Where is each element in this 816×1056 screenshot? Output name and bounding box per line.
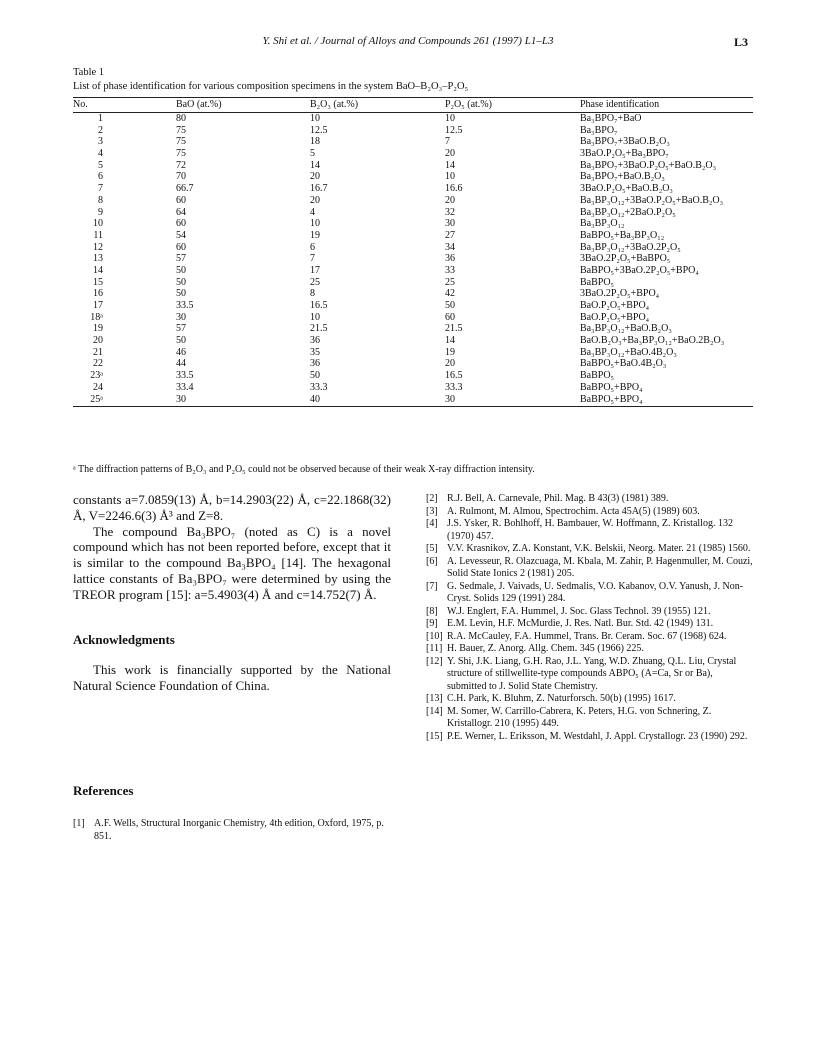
cell-p2o5: 33.3	[445, 381, 463, 393]
table-body	[73, 113, 753, 405]
reference-item	[426, 606, 754, 619]
table-label: Table 1	[73, 67, 105, 78]
cell-b2o3: 12.5	[310, 124, 328, 136]
reference-number: [7]	[426, 580, 438, 592]
cell-no: 13	[93, 253, 103, 265]
cell-phase: Ba₃BPO₇+BaO	[580, 113, 642, 124]
reference-item	[426, 556, 754, 581]
cell-p2o5: 27	[445, 229, 455, 241]
cell-p2o5: 32	[445, 206, 455, 218]
reference-number: [10]	[426, 630, 443, 642]
col-header-p2o5: P₂O₅ (at.%)	[445, 99, 492, 110]
cell-b2o3: 4	[310, 206, 315, 218]
cell-no: 1	[98, 113, 103, 124]
col-header-bao: BaO (at.%)	[176, 99, 222, 110]
references-right	[426, 493, 754, 743]
reference-number: [15]	[426, 730, 443, 742]
table-row	[73, 347, 753, 359]
reference-item	[426, 631, 754, 644]
cell-phase: BaBPO₅+BPO₄	[580, 393, 643, 405]
table-row	[73, 277, 753, 289]
reference-number: [14]	[426, 705, 443, 717]
cell-b2o3: 10	[310, 311, 320, 323]
cell-no: 15	[93, 276, 103, 288]
table-row	[73, 218, 753, 230]
cell-bao: 50	[176, 264, 186, 276]
reference-item	[73, 818, 391, 843]
lattice-constants-paragraph: constants a=7.0859(13) Å, b=14.2903(22) Å, c=22.1868(32) Å, V=2246.6(3) Å³ and Z=8.	[73, 492, 391, 523]
cell-p2o5: 12.5	[445, 124, 463, 136]
cell-no: 2	[98, 124, 103, 136]
page-number: L3	[733, 35, 748, 49]
cell-b2o3: 6	[310, 241, 315, 253]
cell-no: 21	[93, 346, 103, 358]
col-header-b2o3: B₂O₃ (at.%)	[310, 99, 359, 110]
cell-no: 5	[98, 159, 103, 171]
reference-item	[426, 581, 754, 606]
cell-bao: 75	[176, 148, 186, 160]
reference-number: [4]	[426, 518, 438, 529]
table-header-row	[73, 97, 753, 113]
cell-p2o5: 21.5	[445, 323, 463, 335]
cell-p2o5: 30	[445, 393, 455, 405]
reference-text: H. Bauer, Z. Anorg. Allg. Chem. 345 (1966) 225.	[447, 643, 644, 654]
cell-p2o5: 7	[445, 136, 450, 148]
cell-phase: Ba₃BPO₇+BaO.B₂O₃	[580, 171, 665, 183]
reference-text: A.F. Wells, Structural Inorganic Chemistry, 4th edition, Oxford, 1975, p. 851.	[94, 818, 384, 842]
reference-number: [3]	[426, 505, 438, 517]
cell-b2o3: 10	[310, 218, 320, 230]
reference-number: [12]	[426, 655, 443, 667]
table-row	[73, 113, 753, 125]
cell-bao: 66.7	[176, 183, 194, 195]
cell-p2o5: 60	[445, 311, 455, 323]
cell-bao: 57	[176, 253, 186, 265]
table-row	[73, 207, 753, 219]
cell-phase: BaO.P₂O₅+BPO₄	[580, 311, 650, 323]
cell-phase: Ba₃BPO₇	[580, 124, 618, 136]
cell-p2o5: 25	[445, 276, 455, 288]
cell-b2o3: 16.7	[310, 183, 328, 195]
table-row	[73, 335, 753, 347]
cell-no: 20	[93, 335, 103, 347]
table-row	[73, 288, 753, 300]
cell-bao: 46	[176, 346, 186, 358]
reference-text: A. Rulmont, M. Almou, Spectrochim. Acta 45A(5) (1989) 603.	[447, 505, 700, 517]
cell-phase: Ba₃BP₃O₁₂+3BaO.P₂O₅+BaO.B₂O₃	[580, 194, 724, 206]
cell-no: 24	[93, 381, 103, 393]
reference-text: C.H. Park, K. Bluhm, Z. Naturforsch. 50(b) (1995) 1617.	[447, 693, 676, 704]
reference-text: W.J. Englert, F.A. Hummel, J. Soc. Glass Technol. 39 (1955) 121.	[447, 605, 711, 617]
table-row	[73, 253, 753, 265]
cell-bao: 70	[176, 171, 186, 183]
cell-no: 11	[93, 229, 103, 241]
cell-phase: BaBPO₅	[580, 370, 615, 382]
cell-p2o5: 42	[445, 288, 455, 300]
cell-b2o3: 8	[310, 288, 315, 300]
cell-bao: 64	[176, 206, 186, 218]
col-header-phase: Phase identification	[580, 99, 660, 110]
cell-b2o3: 7	[310, 253, 315, 265]
reference-item	[426, 518, 754, 543]
cell-b2o3: 21.5	[310, 323, 328, 335]
cell-phase: BaBPO₅+BaO.4B₂O₃	[580, 358, 667, 370]
table-row	[73, 323, 753, 335]
journal-citation: Y. Shi et al. / Journal of Alloys and Compounds 261 (1997) L1–L3	[262, 35, 554, 47]
table-footnote: ᵃ The diffraction patterns of B₂O₃ and P₂O₅ could not be observed because of their weak X-ray diffraction intensity.	[73, 464, 535, 475]
reference-number: [5]	[426, 543, 438, 554]
table-row	[73, 382, 753, 394]
cell-phase: BaBPO₅+3BaO.2P₂O₅+BPO₄	[580, 264, 699, 276]
cell-bao: 30	[176, 311, 186, 323]
reference-number: [13]	[426, 693, 443, 704]
reference-text: J.S. Ysker, R. Bohlhoff, H. Bambauer, W. Hoffmann, Z. Kristallog. 132 (1970) 457.	[447, 518, 733, 542]
reference-text: G. Sedmale, J. Vaivads, U. Sedmalis, V.O. Kabanov, O.V. Yanush, J. Non-Cryst. Solids 129 (1991) 284.	[447, 580, 744, 604]
cell-bao: 30	[176, 393, 186, 405]
cell-p2o5: 20	[445, 148, 455, 160]
reference-text: Y. Shi, J.K. Liang, G.H. Rao, J.L. Yang, W.D. Zhuang, Q.L. Liu, Crystal structure of stillwellite-type compounds ABPO₅ (A=Ca, Sr or Ba), submitted to J. Solid State Chemistry.	[447, 655, 737, 692]
reference-item	[426, 643, 754, 656]
cell-phase: Ba₃BPO₇+3BaO.P₂O₅+BaO.B₂O₃	[580, 159, 717, 171]
reference-number: [2]	[426, 493, 438, 504]
reference-text: M. Somer, W. Carrillo-Cabrera, K. Peters, H.G. von Schnering, Z. Kristallogr. 210 (1995) 449.	[447, 705, 712, 729]
table-row	[73, 265, 753, 277]
cell-b2o3: 16.5	[310, 300, 328, 311]
cell-phase: Ba₃BPO₇+3BaO.B₂O₃	[580, 136, 670, 148]
cell-phase: BaBPO₅	[580, 276, 615, 288]
cell-phase: BaBPO₅+Ba₃BP₃O₁₂	[580, 229, 665, 241]
cell-bao: 54	[176, 229, 186, 241]
cell-p2o5: 16.5	[445, 370, 463, 382]
running-header	[0, 35, 816, 51]
table-row	[73, 300, 753, 312]
cell-no: 22	[93, 358, 103, 370]
reference-text: V.V. Krasnikov, Z.A. Konstant, V.K. Belskii, Neorg. Mater. 21 (1985) 1560.	[447, 543, 751, 554]
reference-item	[426, 506, 754, 519]
table-row	[73, 125, 753, 137]
cell-no: 9	[98, 206, 103, 218]
acknowledgments-text: This work is financially supported by the National Natural Science Foundation of China.	[73, 662, 391, 693]
cell-b2o3: 20	[310, 171, 320, 183]
reference-item	[426, 693, 754, 706]
reference-item	[426, 543, 754, 556]
cell-phase: BaO.P₂O₅+BPO₄	[580, 300, 650, 311]
cell-bao: 50	[176, 288, 186, 300]
reference-number: [11]	[426, 643, 443, 654]
cell-phase: Ba₃BP₃O₁₂+3BaO.2P₂O₅	[580, 241, 681, 253]
cell-p2o5: 14	[445, 159, 455, 171]
cell-p2o5: 10	[445, 113, 455, 124]
table-row	[73, 242, 753, 254]
cell-no: 10	[93, 218, 103, 230]
cell-no: 18ᵃ	[90, 311, 103, 323]
reference-text: R.J. Bell, A. Carnevale, Phil. Mag. B 43(3) (1981) 389.	[447, 493, 669, 504]
body-text-left	[73, 492, 391, 603]
cell-bao: 44	[176, 358, 186, 370]
cell-bao: 60	[176, 218, 186, 230]
table-row	[73, 195, 753, 207]
cell-phase: 3BaO.P₂O₅+Ba₃BPO₇	[580, 148, 669, 160]
cell-phase: BaO.B₂O₃+Ba₃BP₃O₁₂+BaO.2B₂O₃	[580, 335, 725, 347]
cell-bao: 33.5	[176, 300, 194, 311]
cell-b2o3: 17	[310, 264, 320, 276]
cell-no: 4	[98, 148, 103, 160]
cell-p2o5: 10	[445, 171, 455, 183]
cell-bao: 33.4	[176, 381, 194, 393]
reference-item	[426, 656, 754, 694]
cell-no: 14	[93, 264, 103, 276]
reference-item	[426, 618, 754, 631]
table-row	[73, 312, 753, 324]
cell-phase: 3BaO.2P₂O₅+BPO₄	[580, 288, 660, 300]
acknowledgments-heading: Acknowledgments	[73, 632, 175, 647]
cell-no: 19	[93, 323, 103, 335]
cell-p2o5: 30	[445, 218, 455, 230]
cell-p2o5: 50	[445, 300, 455, 311]
cell-bao: 60	[176, 241, 186, 253]
table-bottom-rule	[73, 406, 753, 407]
cell-phase: Ba₃BP₃O₁₂+BaO.B₂O₃	[580, 323, 672, 335]
col-header-no: No.	[73, 99, 88, 110]
cell-no: 25ᵃ	[90, 393, 103, 405]
cell-phase: 3BaO.2P₂O₅+BaBPO₅	[580, 253, 671, 265]
reference-number: [1]	[73, 818, 85, 829]
reference-number: [8]	[426, 605, 438, 617]
cell-no: 8	[98, 194, 103, 206]
cell-b2o3: 33.3	[310, 381, 328, 393]
table-row	[73, 171, 753, 183]
cell-b2o3: 36	[310, 358, 320, 370]
cell-no: 16	[93, 288, 103, 300]
table-title: List of phase identification for various composition specimens in the system BaO–B₂O₃–P₂O₅	[73, 81, 469, 92]
reference-text: E.M. Levin, H.F. McMurdie, J. Res. Natl. Bur. Std. 42 (1949) 131.	[447, 618, 714, 629]
cell-b2o3: 25	[310, 276, 320, 288]
cell-b2o3: 5	[310, 148, 315, 160]
table-row	[73, 358, 753, 370]
cell-b2o3: 35	[310, 346, 320, 358]
cell-p2o5: 20	[445, 358, 455, 370]
cell-phase: 3BaO.P₂O₅+BaO.B₂O₃	[580, 183, 673, 195]
cell-b2o3: 18	[310, 136, 320, 148]
table-row	[73, 230, 753, 242]
cell-bao: 50	[176, 276, 186, 288]
reference-item	[426, 731, 754, 744]
compound-paragraph: The compound Ba₃BPO₇ (noted as C) is a novel compound which has not been reported before, except that it is similar to the compound Ba₃BPO₄ [14]. The hexagonal lattice constants of Ba₃BPO₇ were determined by using the TREOR program [15]: a=5.4903(4) Å and c=14.752(7) Å.	[73, 523, 391, 602]
cell-p2o5: 19	[445, 346, 455, 358]
cell-bao: 57	[176, 323, 186, 335]
cell-b2o3: 36	[310, 335, 320, 347]
reference-item	[426, 493, 754, 506]
cell-no: 7	[98, 183, 103, 195]
table-row	[73, 370, 753, 382]
cell-p2o5: 34	[445, 241, 455, 253]
cell-b2o3: 19	[310, 229, 320, 241]
cell-no: 6	[98, 171, 103, 183]
cell-no: 23ᵃ	[90, 370, 103, 382]
references-left	[73, 818, 391, 843]
cell-b2o3: 40	[310, 393, 320, 405]
cell-bao: 80	[176, 113, 186, 124]
cell-bao: 50	[176, 335, 186, 347]
reference-number: [9]	[426, 618, 438, 629]
cell-bao: 33.5	[176, 370, 194, 382]
table-row	[73, 394, 753, 406]
cell-p2o5: 33	[445, 264, 455, 276]
cell-b2o3: 50	[310, 370, 320, 382]
table-caption	[73, 66, 468, 94]
table-row	[73, 136, 753, 148]
references-heading: References	[73, 783, 134, 798]
reference-text: R.A. McCauley, F.A. Hummel, Trans. Br. Ceram. Soc. 67 (1968) 624.	[447, 630, 727, 642]
cell-phase: Ba₃BP₃O₁₂+2BaO.P₂O₅	[580, 206, 676, 218]
phase-table	[73, 97, 753, 407]
cell-phase: Ba₃BP₃O₁₂+BaO.4B₂O₃	[580, 346, 677, 358]
table-row	[73, 183, 753, 195]
cell-p2o5: 36	[445, 253, 455, 265]
cell-b2o3: 20	[310, 194, 320, 206]
cell-p2o5: 20	[445, 194, 455, 206]
reference-text: A. Levesseur, R. Olazcuaga, M. Kbala, M. Zahir, P. Hagenmuller, M. Couzi, Solid State Ionics 2 (1981) 205.	[447, 555, 753, 579]
cell-b2o3: 14	[310, 159, 320, 171]
cell-p2o5: 16.6	[445, 183, 463, 195]
cell-bao: 75	[176, 136, 186, 148]
cell-no: 12	[93, 241, 103, 253]
reference-number: [6]	[426, 555, 438, 567]
cell-bao: 60	[176, 194, 186, 206]
cell-p2o5: 14	[445, 335, 455, 347]
cell-b2o3: 10	[310, 113, 320, 124]
cell-bao: 75	[176, 124, 186, 136]
cell-no: 17	[93, 300, 103, 311]
cell-no: 3	[98, 136, 103, 148]
cell-phase: BaBPO₅+BPO₄	[580, 381, 643, 393]
reference-item	[426, 706, 754, 731]
table-row	[73, 148, 753, 160]
table-row	[73, 160, 753, 172]
cell-phase: Ba₃BP₃O₁₂	[580, 218, 625, 230]
cell-bao: 72	[176, 159, 186, 171]
reference-text: P.E. Werner, L. Eriksson, M. Westdahl, J. Appl. Crystallogr. 23 (1990) 292.	[447, 730, 748, 742]
